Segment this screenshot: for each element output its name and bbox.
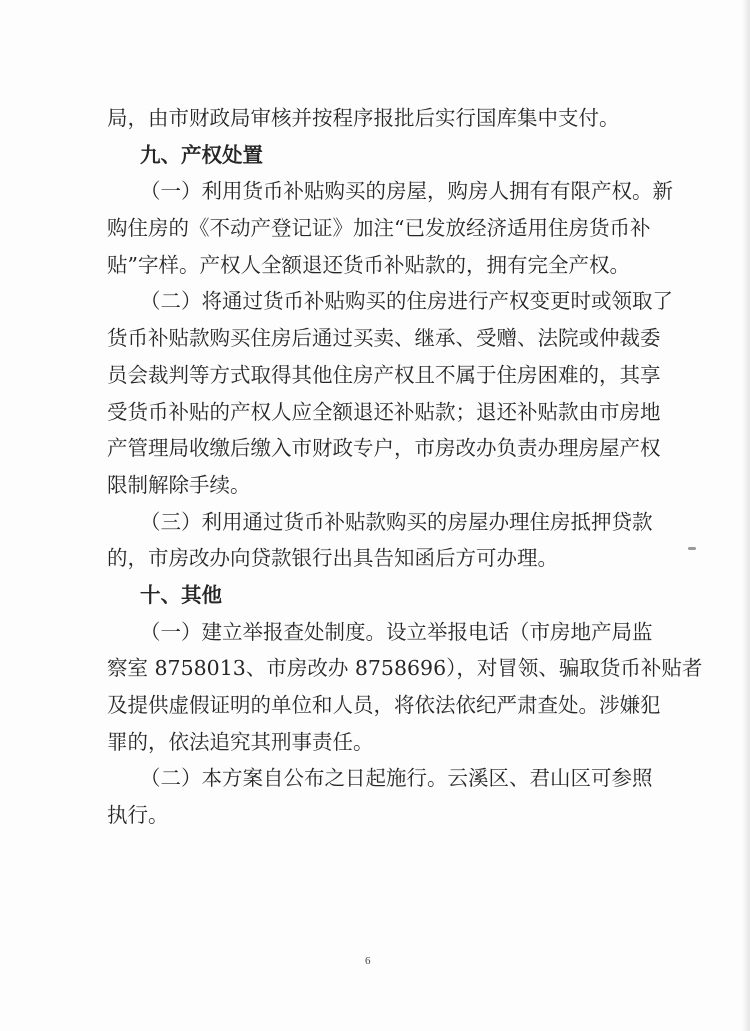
scan-edge-shadow (742, 0, 750, 1031)
text-line: 罪的，依法追究其刑事责任。 (107, 729, 374, 754)
document-body (107, 100, 703, 834)
text-line: 货币补贴款购买住房后通过买卖、继承、受赠、法院或仲裁委 (107, 326, 661, 351)
text-line: 购住房的《不动产登记证》加注“已发放经济适用住房货币补 (107, 216, 651, 241)
text-line: 执行。 (107, 803, 169, 828)
text-line: （二）将通过货币补贴购买的住房进行产权变更时或领取了 (140, 289, 673, 314)
paragraph (107, 173, 673, 283)
section-heading (107, 137, 639, 174)
paragraph (107, 504, 653, 577)
text-line: （一）利用货币补贴购买的房屋，购房人拥有有限产权。新 (140, 179, 673, 204)
text-line: 受货币补贴的产权人应全额退还补贴款；退还补贴款由市房地 (107, 399, 661, 424)
paragraph (107, 614, 703, 761)
text-line: 员会裁判等方式取得其他住房产权且不属于住房困难的，其享 (107, 362, 661, 387)
text-line: 贴”字样。产权人全额退还货币补贴款的，拥有完全产权。 (107, 252, 630, 277)
text-line: 的，市房改办向贷款银行出具告知函后方可办理。 (107, 546, 558, 571)
text-line: （二）本方案自公布之日起施行。云溪区、君山区可参照 (140, 766, 653, 791)
section-heading (107, 577, 639, 614)
scan-speck (688, 547, 696, 550)
text-line: 及提供虚假证明的单位和人员，将依法依纪严肃查处。涉嫌犯 (107, 693, 661, 717)
heading-text: 十、其他 (140, 582, 222, 607)
paragraph (107, 283, 673, 503)
text-line: 察室 8758013、市房改办 8758696），对冒领、骗取货币补贴者 (107, 656, 703, 681)
text-line: （三）利用通过货币补贴款购买的房屋办理住房抵押贷款 (140, 509, 653, 534)
paragraph (107, 100, 639, 137)
text-line: 局，由市财政局审核并按程序报批后实行国库集中支付。 (107, 106, 620, 130)
text-line: 产管理局收缴后缴入市财政专户，市房改办负责办理房屋产权 (107, 436, 661, 461)
paragraph (107, 760, 653, 833)
page-number: 6 (365, 955, 371, 967)
heading-text: 九、产权处置 (140, 142, 263, 167)
text-line: （一）建立举报查处制度。设立举报电话（市房地产局监 (140, 619, 653, 644)
text-line: 限制解除手续。 (107, 472, 251, 497)
